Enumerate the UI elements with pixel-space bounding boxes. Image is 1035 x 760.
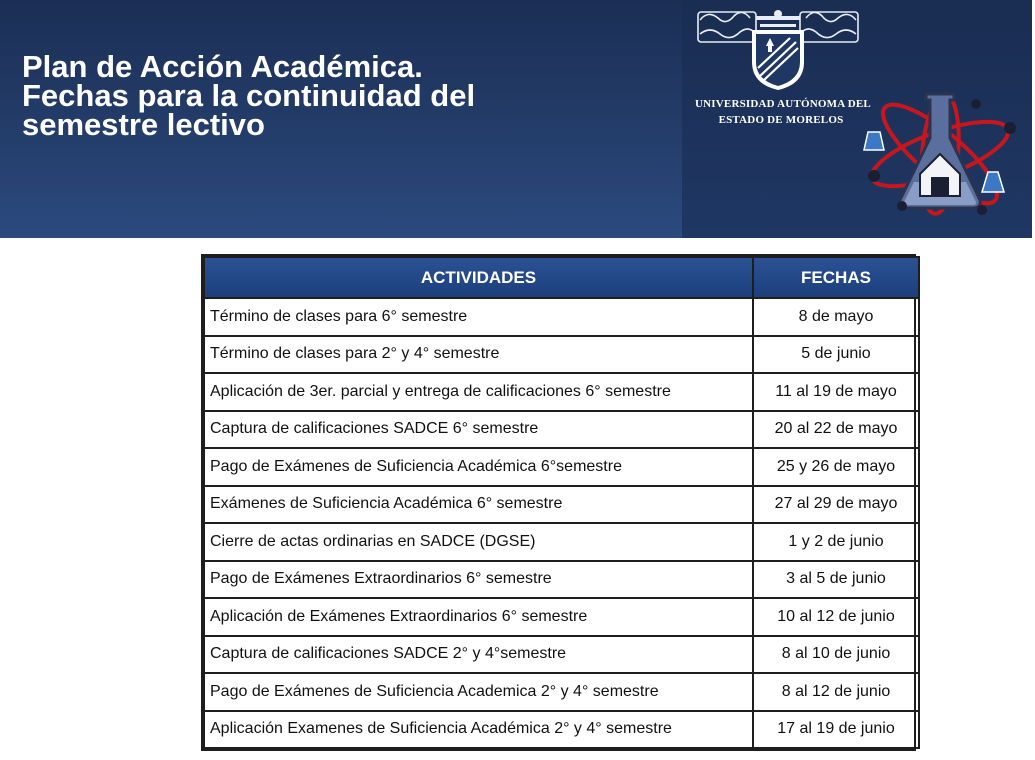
activities-table (201, 254, 916, 751)
table-row (204, 486, 919, 524)
page-title-line-1: Plan de Acción Académica. (22, 49, 423, 84)
table-row (204, 298, 919, 336)
date-cell: 8 de mayo (753, 298, 919, 336)
table-row (204, 598, 919, 636)
activity-cell: Término de clases para 6° semestre (204, 298, 753, 336)
university-name-line-1: UNIVERSIDAD AUTÓNOMA DEL (695, 98, 871, 110)
university-name-line-2: ESTADO DE MORELOS (718, 114, 844, 126)
date-cell: 8 al 10 de junio (753, 636, 919, 674)
column-header-dates: FECHAS (753, 257, 919, 298)
activity-cell: Captura de calificaciones SADCE 6° semestre (204, 411, 753, 449)
table-row (204, 373, 919, 411)
activity-cell: Pago de Exámenes de Suficiencia Académica 6°semestre (204, 448, 753, 486)
table-row (204, 561, 919, 599)
date-cell: 3 al 5 de junio (753, 561, 919, 599)
activity-cell: Aplicación de 3er. parcial y entrega de calificaciones 6° semestre (204, 373, 753, 411)
date-cell: 27 al 29 de mayo (753, 486, 919, 524)
activity-cell: Exámenes de Suficiencia Académica 6° semestre (204, 486, 753, 524)
table-row (204, 711, 919, 749)
table-row (204, 448, 919, 486)
page-title-line-2: Fechas para la continuidad del (22, 78, 476, 113)
table-header-row (204, 257, 919, 298)
date-cell: 25 y 26 de mayo (753, 448, 919, 486)
date-cell: 5 de junio (753, 336, 919, 374)
atom-flask-logo-icon (860, 88, 1020, 218)
activity-cell: Pago de Exámenes de Suficiencia Academica 2° y 4° semestre (204, 673, 753, 711)
table-row (204, 636, 919, 674)
date-cell: 8 al 12 de junio (753, 673, 919, 711)
activity-cell: Término de clases para 2° y 4° semestre (204, 336, 753, 374)
date-cell: 20 al 22 de mayo (753, 411, 919, 449)
date-cell: 1 y 2 de junio (753, 523, 919, 561)
table-row (204, 336, 919, 374)
activity-cell: Aplicación de Exámenes Extraordinarios 6° semestre (204, 598, 753, 636)
table-row (204, 523, 919, 561)
university-name (695, 96, 871, 128)
activity-cell: Cierre de actas ordinarias en SADCE (DGSE) (204, 523, 753, 561)
date-cell: 11 al 19 de mayo (753, 373, 919, 411)
page-title (22, 49, 662, 142)
activity-cell: Aplicación Examenes de Suficiencia Académica 2° y 4° semestre (204, 711, 753, 749)
date-cell: 10 al 12 de junio (753, 598, 919, 636)
table-row (204, 411, 919, 449)
table-row (204, 673, 919, 711)
column-header-activities: ACTIVIDADES (204, 257, 753, 298)
activity-cell: Pago de Exámenes Extraordinarios 6° semestre (204, 561, 753, 599)
date-cell: 17 al 19 de junio (753, 711, 919, 749)
university-crest-icon (694, 6, 862, 92)
activity-cell: Captura de calificaciones SADCE 2° y 4°semestre (204, 636, 753, 674)
page-title-line-3: semestre lectivo (22, 107, 265, 142)
